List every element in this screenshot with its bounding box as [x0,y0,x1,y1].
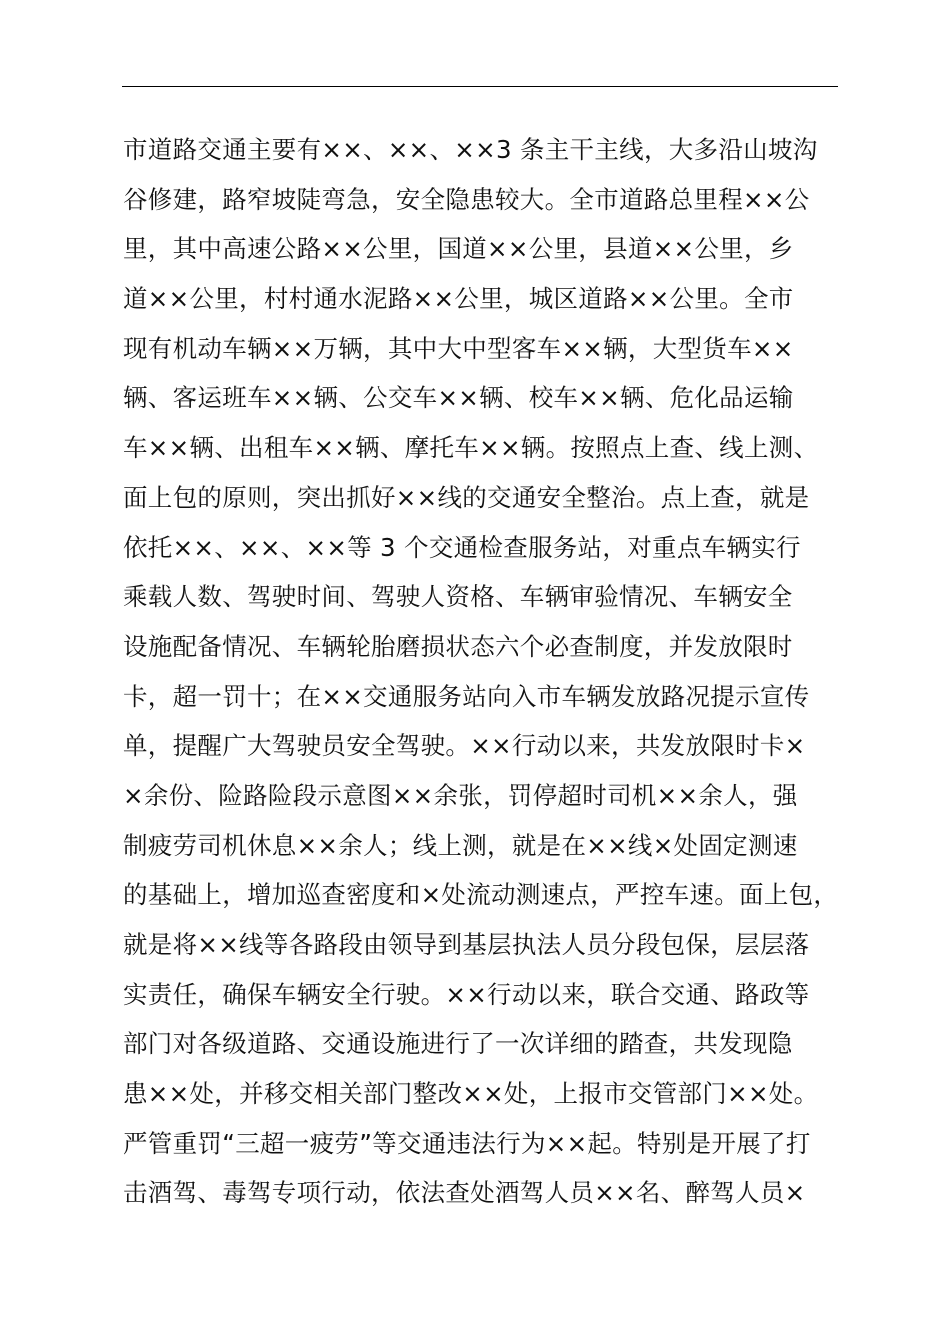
text-line: ×余份、险路险段示意图××余张，罚停超时司机××余人，强 [123,780,798,810]
text-line: 道××公里，村村通水泥路××公里，城区道路××公里。全市 [123,284,794,314]
text-line: 乘载人数、驾驶时间、驾驶人资格、车辆审验情况、车辆安全 [123,582,793,612]
text-line: 部门对各级道路、交通设施进行了一次详细的踏查，共发现隐 [123,1029,793,1059]
text-line: 依托××、××、××等 3 个交通检查服务站，对重点车辆实行 [123,532,801,562]
text-line: 辆、客运班车××辆、公交车××辆、校车××辆、危化品运输 [123,383,794,413]
text-line: 就是将××线等各路段由领导到基层执法人员分段包保，层层落 [123,930,810,959]
text-line: 里，其中高速公路××公里，国道××公里，县道××公里，乡 [123,234,794,264]
text-line: 击酒驾、毒驾专项行动，依法查处酒驾人员××名、醉驾人员× [123,1178,806,1208]
text-line: 车××辆、出租车××辆、摩托车××辆。按照点上查、线上测、 [123,433,819,463]
text-line: 市道路交通主要有××、××、××3 条主干主线，大多沿山坡沟 [123,135,818,164]
text-line: 单，提醒广大驾驶员安全驾驶。××行动以来，共发放限时卡× [123,731,806,761]
text-line: 患××处，并移交相关部门整改××处，上报市交管部门××处。 [123,1079,819,1109]
text-line: 谷修建，路窄坡陡弯急，安全隐患较大。全市道路总里程××公 [123,184,810,214]
text-line: 卡，超一罚十；在××交通服务站向入市车辆发放路况提示宣传 [123,681,810,711]
text-line: 严管重罚“三超一疲劳”等交通违法行为××起。特别是开展了打 [123,1128,811,1158]
text-line: 设施配备情况、车辆轮胎磨损状态六个必查制度，并发放限时 [123,631,793,661]
header-rule [122,86,838,87]
body-paragraph [123,125,863,1218]
text-line: 的基础上，增加巡查密度和×处流动测速点，严控车速。面上包， [123,880,839,910]
text-line: 制疲劳司机休息××余人；线上测，就是在××线×处固定测速 [123,830,798,860]
text-line: 实责任，确保车辆安全行驶。××行动以来，联合交通、路政等 [123,979,810,1009]
text-line: 面上包的原则，突出抓好××线的交通安全整治。点上查，就是 [123,482,810,512]
text-line: 现有机动车辆××万辆，其中大中型客车××辆，大型货车×× [123,333,794,363]
